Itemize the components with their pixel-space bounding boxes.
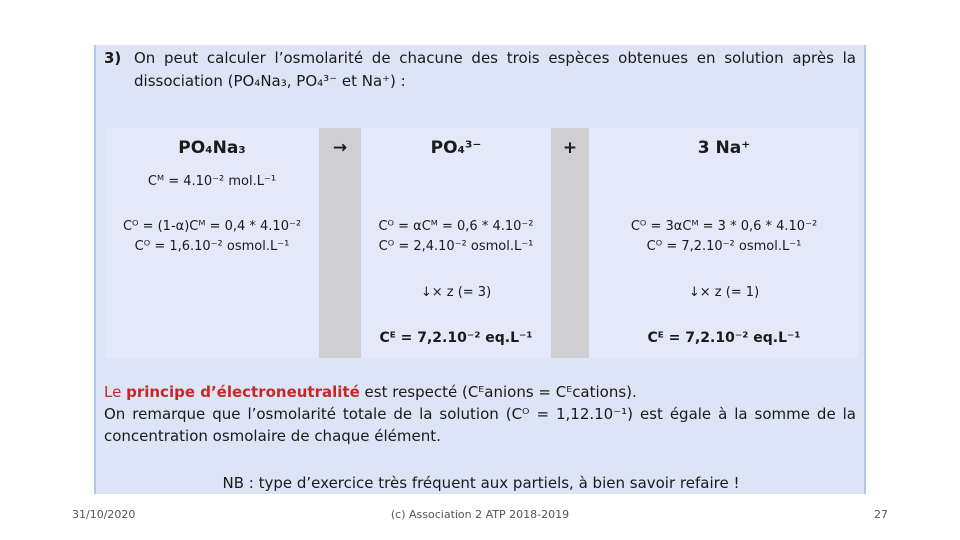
le-word: Le <box>104 383 127 401</box>
osmolarity-remark: On remarque que l’osmolarité totale de la solution (Cᴼ = 1,12.10⁻¹) est égale à la somme de la concentration osmolaire de chaque élément. <box>104 405 856 445</box>
column-na <box>589 128 859 358</box>
col3-ce: Cᴱ = 7,2.10⁻² eq.L⁻¹ <box>379 330 533 346</box>
question-number: 3) <box>104 49 122 67</box>
col5-head: 3 Na⁺ <box>697 138 751 158</box>
col3-head: PO₄³⁻ <box>430 138 482 158</box>
content-panel <box>94 45 866 494</box>
conclusion <box>104 381 856 447</box>
column-po4na3 <box>105 128 319 358</box>
footer-copyright: (c) Association 2 ATP 2018-2019 <box>390 508 570 521</box>
col1-cm: Cᴹ = 4.10⁻² mol.L⁻¹ <box>147 174 277 189</box>
col1-head: PO₄Na₃ <box>178 138 246 158</box>
electroneutrality-line <box>104 381 856 403</box>
footer-date: 31/10/2020 <box>72 508 136 521</box>
intro-paragraph <box>104 47 856 93</box>
arrow-column <box>319 128 361 358</box>
column-po4 <box>361 128 551 358</box>
dissociation-table <box>105 128 859 358</box>
page-number: 27 <box>874 508 888 521</box>
col5-ce: Cᴱ = 7,2.10⁻² eq.L⁻¹ <box>647 330 801 346</box>
col3-co1: Cᴼ = αCᴹ = 0,6 * 4.10⁻² <box>378 219 534 234</box>
intro-text: On peut calculer l’osmolarité de chacune des trois espèces obtenues en solution après la dissociation (PO₄Na₃, PO₄³⁻ et Na⁺) : <box>134 49 856 90</box>
reaction-arrow: → <box>332 138 348 158</box>
respect-text: est respecté (Cᴱanions = Cᴱcations). <box>359 383 637 401</box>
principle-highlight: principe d’électroneutralité <box>126 383 360 401</box>
col5-co2: Cᴼ = 7,2.10⁻² osmol.L⁻¹ <box>646 239 802 254</box>
col5-co1: Cᴼ = 3αCᴹ = 3 * 0,6 * 4.10⁻² <box>630 219 818 234</box>
plus-sign: + <box>562 138 578 158</box>
nb-note: NB : type d’exercice très fréquent aux partiels, à bien savoir refaire ! <box>222 474 740 492</box>
col1-co2: Cᴼ = 1,6.10⁻² osmol.L⁻¹ <box>134 239 290 254</box>
col1-co1: Cᴼ = (1-α)Cᴹ = 0,4 * 4.10⁻² <box>122 219 302 234</box>
col3-co2: Cᴼ = 2,4.10⁻² osmol.L⁻¹ <box>378 239 534 254</box>
col5-z: ↓× z (= 1) <box>688 285 760 300</box>
plus-column <box>551 128 589 358</box>
col3-z: ↓× z (= 3) <box>420 285 492 300</box>
